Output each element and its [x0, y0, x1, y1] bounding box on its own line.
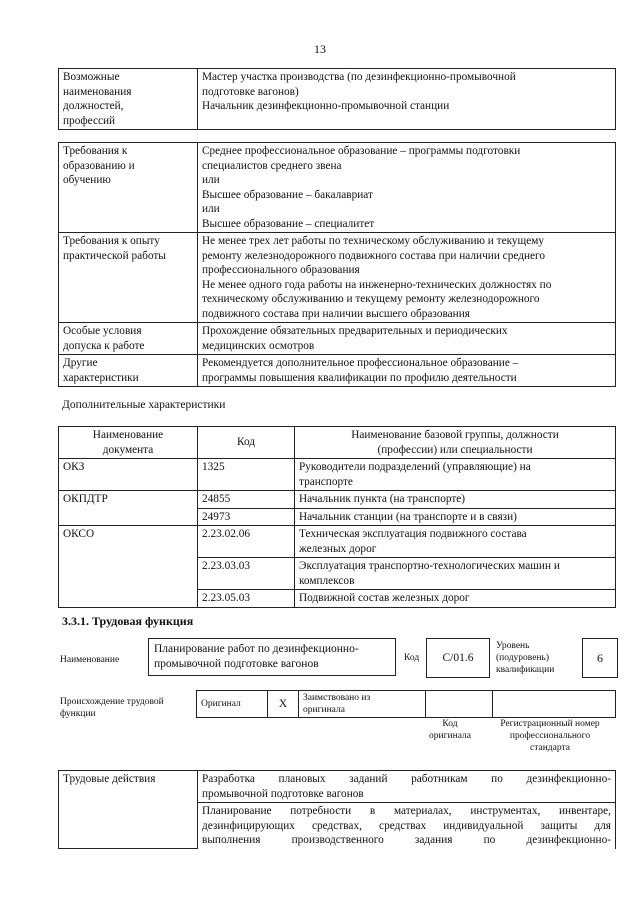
additional-table: [58, 426, 616, 608]
table-row: 2.23.03.03 Эксплуатация транспортно-технологических машин и комплексов: [59, 558, 616, 590]
labor-actions-table: [58, 770, 616, 849]
positions-label: Возможные наименования должностей, профессий: [59, 69, 198, 130]
name-label: Наименование: [60, 655, 120, 665]
code-label: Код: [404, 653, 420, 663]
table-row: ОКСО 2.23.02.06 Техническая эксплуатация подвижного состава железных дорог: [59, 526, 616, 558]
code-value-box: C/01.6: [426, 638, 490, 678]
table-row: Другие характеристики Рекомендуется дополнительное профессиональное образование – программы повышения квалификации по профилю деятельности: [59, 355, 616, 387]
function-name-box: Планирование работ по дезинфекционно- промывочной подготовке вагонов: [148, 638, 396, 676]
table-row: Требования к образованию и обучению Среднее профессиональное образование – программы подготовки специалистов среднего звена или Высшее образование – бакалавриат или Высшее образование – специалитет: [59, 143, 616, 233]
section-title: 3.3.1. Трудовая функция: [62, 614, 194, 628]
table-row: Планирование потребности в материалах, инструментах, инвентаре, дезинфицирующих средствах, средствах индивидуальной защиты для выполнения производственного задания по дезинфекционно-: [59, 803, 616, 849]
table-row: Трудовые действия Разработка плановых заданий работникам по дезинфекционно- промывочной подготовке вагонов: [59, 771, 616, 803]
table-row: ОКПДТР 24855 Начальник пункта (на транспорте): [59, 491, 616, 509]
positions-table: [58, 68, 616, 130]
table-header: Наименование документа Код Наименование базовой группы, должности (профессии) или специальности: [59, 427, 616, 459]
origin-label: Происхождение трудовой функции: [60, 697, 164, 719]
table-row: Особые условия допуска к работе Прохождение обязательных предварительных и периодических медицинских осмотров: [59, 323, 616, 355]
level-value-box: 6: [582, 638, 618, 678]
page-number: 13: [314, 42, 326, 56]
origin-table: Оригинал X Заимствовано из оригинала: [196, 690, 616, 718]
table-row: Требования к опыту практической работы Не менее трех лет работы по техническому обслуживанию и текущему ремонту железнодорожного подвижного состава при наличии среднего профессионального образования Не менее одного года работы на инженерно-технических должностях по техническому обслуживанию и текущему ремонту железнодорожного подвижного состава при наличии высшего образования: [59, 233, 616, 323]
level-label: Уровень (подуровень) квалификации: [496, 641, 555, 675]
requirements-table: [58, 142, 616, 387]
table-row: ОКЗ 1325 Руководители подразделений (управляющие) на транспорте: [59, 459, 616, 491]
table-row: 2.23.05.03 Подвижной состав железных дорог: [59, 590, 616, 608]
code-original-caption: Код оригинала: [429, 719, 471, 741]
additional-title: Дополнительные характеристики: [62, 399, 226, 411]
original-mark: X: [268, 691, 299, 718]
positions-value: Мастер участка производства (по дезинфекционно-промывочной подготовке вагонов) Начальник дезинфекционно-промывочной станции: [198, 69, 616, 130]
table-row: 24973 Начальник станции (на транспорте и в связи): [59, 508, 616, 526]
reg-number-caption: Регистрационный номер профессионального стандарта: [500, 719, 600, 753]
